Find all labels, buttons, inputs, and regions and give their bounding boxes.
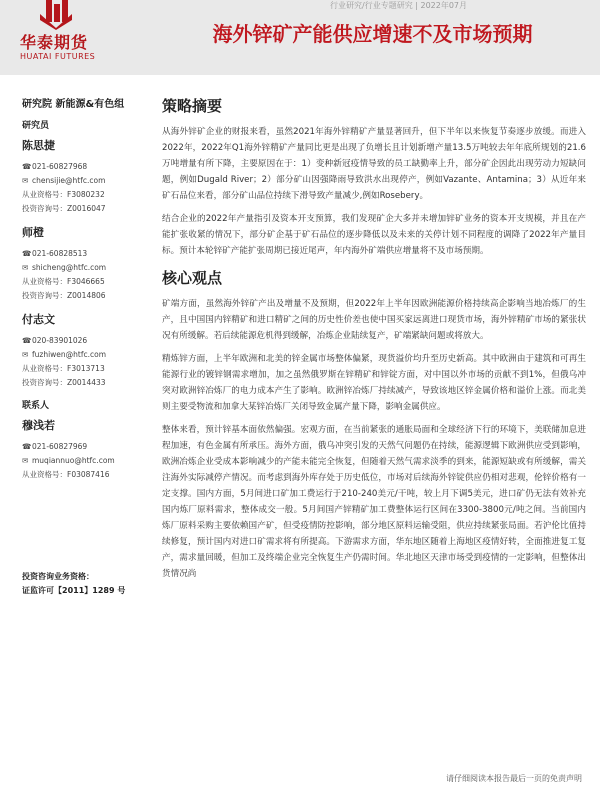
page-header xyxy=(0,0,600,75)
analyst-qual: 从业资格号：F3046665 xyxy=(22,277,105,286)
brand-logo xyxy=(14,0,104,70)
email-icon: ✉ xyxy=(22,263,29,272)
email-icon: ✉ xyxy=(22,350,29,359)
paragraph: 从海外锌矿企业的财报来看，虽然2021年海外锌精矿产量显著回升，但下半年以来恢复节奏逐步放缓。而进入2022年，2022年Q1海外锌精矿产量同比更是出现了负增长且计划新增产量13.5万吨较去年年底所规划的21.6万吨增量有所下降，主要原因在于：1）变种新冠疫情导致的员工缺勤率上升，部分矿企因此出现劳动力短缺问题，例如Dugald River；2）部分矿山因强降雨导致洪水出现停产，例如Vazante、Antamina；3）从近年来矿石品位来看，部分矿山品位持续下滑导致产量减少,例如Rosebery。 xyxy=(162,127,586,201)
contact-name: 穆浅若 xyxy=(22,419,55,432)
phone-icon: ☎ xyxy=(22,442,32,451)
analyst-qual: 从业资格号：F3080232 xyxy=(22,190,105,199)
contact-phone: 021-60827969 xyxy=(32,442,88,451)
analyst-invest: 投资咨询号：Z0016047 xyxy=(22,204,106,213)
paragraph: 整体来看，预计锌基本面依然偏强。宏观方面，在当前紧张的通胀局面和全球经济下行的环境下，美联储加息进程加速，有色金属有所承压。海外方面，俄乌冲突引发的天然气问题仍在持续，能源逻辑下欧洲供应受到影响，欧洲冶炼企业受成本影响减少的产能未能完全恢复，但随着天然气需求淡季的到来，能源短缺或有所缓解，需关注海外实际减停产情况。而考虑到海外库存处于历史低位，市场对后续海外锌锭供应仍相对悲观，伦锌价格有一定支撑。国内方面，5月间进口矿加工费运行于210-240美元/干吨，较上月下调5美元，进口矿仍无法有效补充国内炼厂原料需求，整体成交一般。5月间国产锌精矿加工费整体运行区间在3300-3800元/吨之间。当前国内炼厂原料采购主要依赖国产矿，但受疫情防控影响，部分地区原料运输受阻，供应持续紧张局面。若沪伦比值持续修复，预计国内对进口矿需求将有所提高。下游需求方面，华东地区随着上海地区疫情好转，全面推进复工复产，需求量回暖，但加工及终端企业完全恢复生产仍需时间。华北地区天津市场受到疫情的一定影响，但整体出货情况尚 xyxy=(162,425,586,579)
section-heading-core-views: 核心观点 xyxy=(162,269,223,287)
phone-icon: ☎ xyxy=(22,162,32,171)
disclaimer-footer: 请仔细阅读本报告最后一页的免责声明 xyxy=(446,774,582,783)
paragraph: 结合企业的2022年产量指引及资本开支预算，我们发现矿企大多并未增加锌矿业务的资本开支规模，并且在产能扩张收紧的情况下，部分矿企基于矿石品位的逐步降低以及未来的关停计划不同程度的调降了2022年产量目标。预计本轮锌矿产能扩张周期已接近尾声，年内海外矿端供应增量将不及市场预期。 xyxy=(162,214,586,256)
analyst-invest: 投资咨询号：Z0014806 xyxy=(22,291,106,300)
header-strip-text: 行业研究/行业专题研究 | 2022年07月 xyxy=(330,1,468,10)
analyst-name: 付志文 xyxy=(22,313,55,326)
license-line-2: 证监许可【2011】1289 号 xyxy=(22,586,126,595)
paragraph: 精炼锌方面，上半年欧洲和北美的锌金属市场整体偏紧，现货溢价均升至历史新高。其中欧洲由于建筑和可再生能源行业的镀锌钢需求增加，加之虽然俄罗斯在锌精矿和锌锭方面，对中国以外市场的贡献不到1%，但俄乌冲突对欧洲锌冶炼厂的电力成本产生了影响。欧洲锌冶炼厂持续减产，导致该地区锌金属价格和溢价上涨。而北美则主要受物流和加拿大某锌冶炼厂关闭导致金属产量下降，影响金属供应。 xyxy=(162,354,586,412)
analyst-card xyxy=(22,311,150,390)
contact-qual: 从业资格号：F03087416 xyxy=(22,470,110,479)
analyst-email[interactable]: shicheng@htfc.com xyxy=(32,263,107,272)
analyst-email[interactable]: chensijie@htfc.com xyxy=(32,176,106,185)
contacts-label: 联系人 xyxy=(22,401,50,411)
logo-cn-text: 华泰期货 xyxy=(20,33,89,52)
researchers-label: 研究员 xyxy=(22,121,50,131)
contact-card xyxy=(22,417,150,482)
report-body xyxy=(162,95,586,589)
contact-email[interactable]: muqiannuo@htfc.com xyxy=(32,456,115,465)
report-title: 海外锌矿产能供应增速不及市场预期 xyxy=(212,22,533,46)
logo-mark-icon xyxy=(36,0,76,30)
department-label: 研究院 新能源&有色组 xyxy=(22,99,125,110)
paragraph: 矿端方面，虽然海外锌矿产出及增量不及预期，但2022年上半年因欧洲能源价格持续高企影响当地冶炼厂的生产，且中国国内锌精矿和进口精矿之间的历史性价差也使中国买家远离进口现货市场，海外锌精矿市场的紧张状况有所缓解。若后续能源危机得到缓解，冶炼企业陆续复产，矿端紧缺问题或将放大。 xyxy=(162,299,586,341)
analyst-email[interactable]: fuzhiwen@htfc.com xyxy=(32,350,107,359)
phone-icon: ☎ xyxy=(22,249,32,258)
license-line-1: 投资咨询业务资格： xyxy=(22,572,94,581)
author-sidebar xyxy=(22,95,150,490)
analyst-phone: 020-83901026 xyxy=(32,336,88,345)
analyst-card xyxy=(22,137,150,216)
license-info xyxy=(22,570,152,598)
section-heading-strategy: 策略摘要 xyxy=(162,97,223,115)
analyst-invest: 投资咨询号：Z0014433 xyxy=(22,378,106,387)
analyst-name: 师橙 xyxy=(22,226,44,239)
logo-en-text: HUATAI FUTURES xyxy=(20,52,96,61)
analyst-qual: 从业资格号：F3013713 xyxy=(22,364,105,373)
analyst-phone: 021-60827968 xyxy=(32,162,88,171)
email-icon: ✉ xyxy=(22,456,29,465)
analyst-card xyxy=(22,224,150,303)
analyst-name: 陈思捷 xyxy=(22,139,55,152)
email-icon: ✉ xyxy=(22,176,29,185)
analyst-phone: 021-60828513 xyxy=(32,249,88,258)
phone-icon: ☎ xyxy=(22,336,32,345)
